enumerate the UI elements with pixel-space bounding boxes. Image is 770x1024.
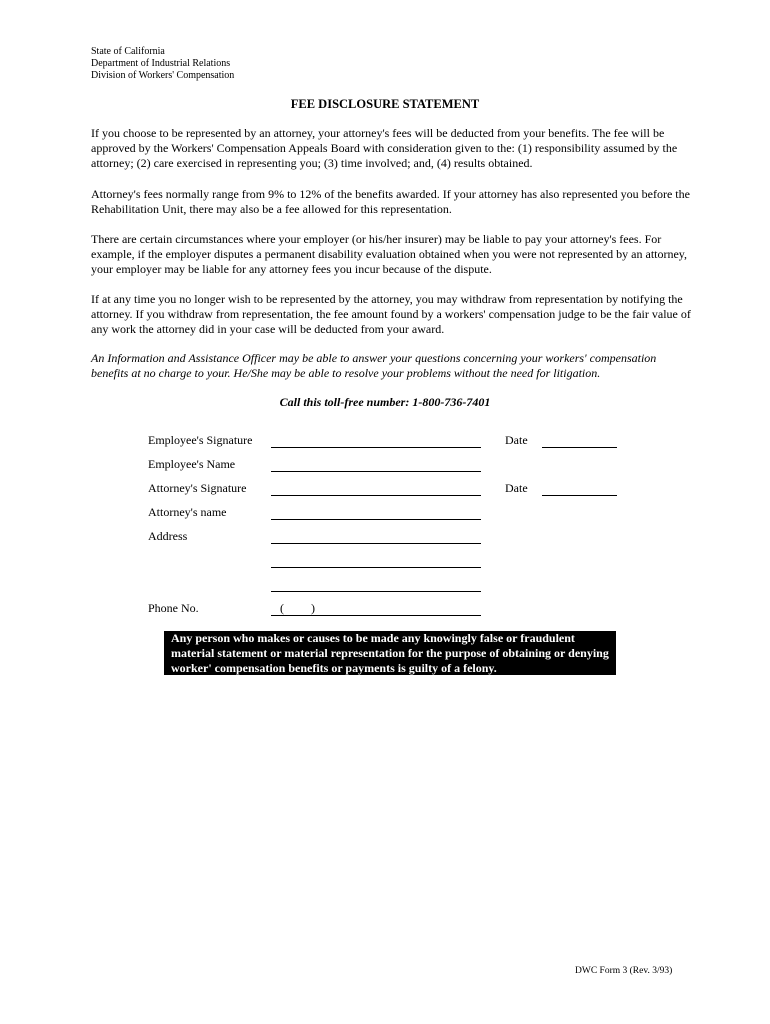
form-number: DWC Form 3 (Rev. 3/93) bbox=[575, 966, 673, 976]
phone-area-close: ) bbox=[311, 601, 315, 615]
toll-free-callout: Call this toll-free number: 1-800-736-7401 bbox=[279, 395, 491, 409]
attorney-name-label: Attorney's name bbox=[148, 505, 227, 519]
page-title: FEE DISCLOSURE STATEMENT bbox=[290, 97, 480, 111]
phone-field[interactable] bbox=[271, 615, 481, 616]
employee-signature-field[interactable] bbox=[271, 447, 481, 448]
phone-area-open: ( bbox=[280, 601, 284, 615]
paragraph-employer-liability: There are certain circumstances where your employer (or his/her insurer) may be liable to pay your attorney's fees. For example, if the employer disputes a permanent disability evaluation obtained when you were not represented by an attorney, your employer may be liable for any attorney fees you incur because of the dispute. bbox=[91, 232, 688, 276]
address-field-line-2[interactable] bbox=[271, 567, 481, 568]
paragraph-withdraw: If at any time you no longer wish to be represented by the attorney, you may withdraw from representation by notifying the attorney. If you withdraw from representation, the fee amount found by a workers' compensation judge to be the fair value of any work the attorney did in your case will be deducted from your award. bbox=[91, 292, 691, 336]
employee-date-label: Date bbox=[505, 433, 528, 447]
header-state: State of California bbox=[91, 46, 165, 57]
address-field-line-3[interactable] bbox=[271, 591, 481, 592]
attorney-name-field[interactable] bbox=[271, 519, 481, 520]
header-department: Department of Industrial Relations bbox=[91, 58, 231, 69]
attorney-signature-field[interactable] bbox=[271, 495, 481, 496]
phone-label: Phone No. bbox=[148, 601, 199, 615]
attorney-date-field[interactable] bbox=[542, 495, 617, 496]
agency-header bbox=[91, 46, 234, 82]
felony-warning: Any person who makes or causes to be made any knowingly false or fraudulent material statement or material representation for the purpose of obtaining or denying worker' compensation benefits or payments is guilty of a felony. bbox=[164, 631, 616, 675]
address-label: Address bbox=[148, 529, 188, 543]
paragraph-attorney-fees: If you choose to be represented by an attorney, your attorney's fees will be deducted from your benefits. The fee will be approved by the Workers' Compensation Appeals Board with consideration given to the: (1) responsibility assumed by the attorney; (2) care exercised in representing you; (3) time involved; and, (4) results obtained. bbox=[91, 126, 678, 170]
employee-name-field[interactable] bbox=[271, 471, 481, 472]
paragraph-information-officer: An Information and Assistance Officer may be able to answer your questions concerning your workers' compensation benefits at no charge to your. He/She may be able to resolve your problems without the need for litigation. bbox=[91, 351, 657, 380]
employee-signature-label: Employee's Signature bbox=[148, 433, 253, 447]
employee-date-field[interactable] bbox=[542, 447, 617, 448]
attorney-date-label: Date bbox=[505, 481, 528, 495]
header-division: Division of Workers' Compensation bbox=[91, 70, 235, 81]
employee-name-label: Employee's Name bbox=[148, 457, 236, 471]
address-field-line-1[interactable] bbox=[271, 543, 481, 544]
paragraph-fee-range: Attorney's fees normally range from 9% to 12% of the benefits awarded. If your attorney has also represented you before the Rehabilitation Unit, there may also be a fee allowed for this representation. bbox=[91, 187, 690, 216]
attorney-signature-label: Attorney's Signature bbox=[148, 481, 247, 495]
